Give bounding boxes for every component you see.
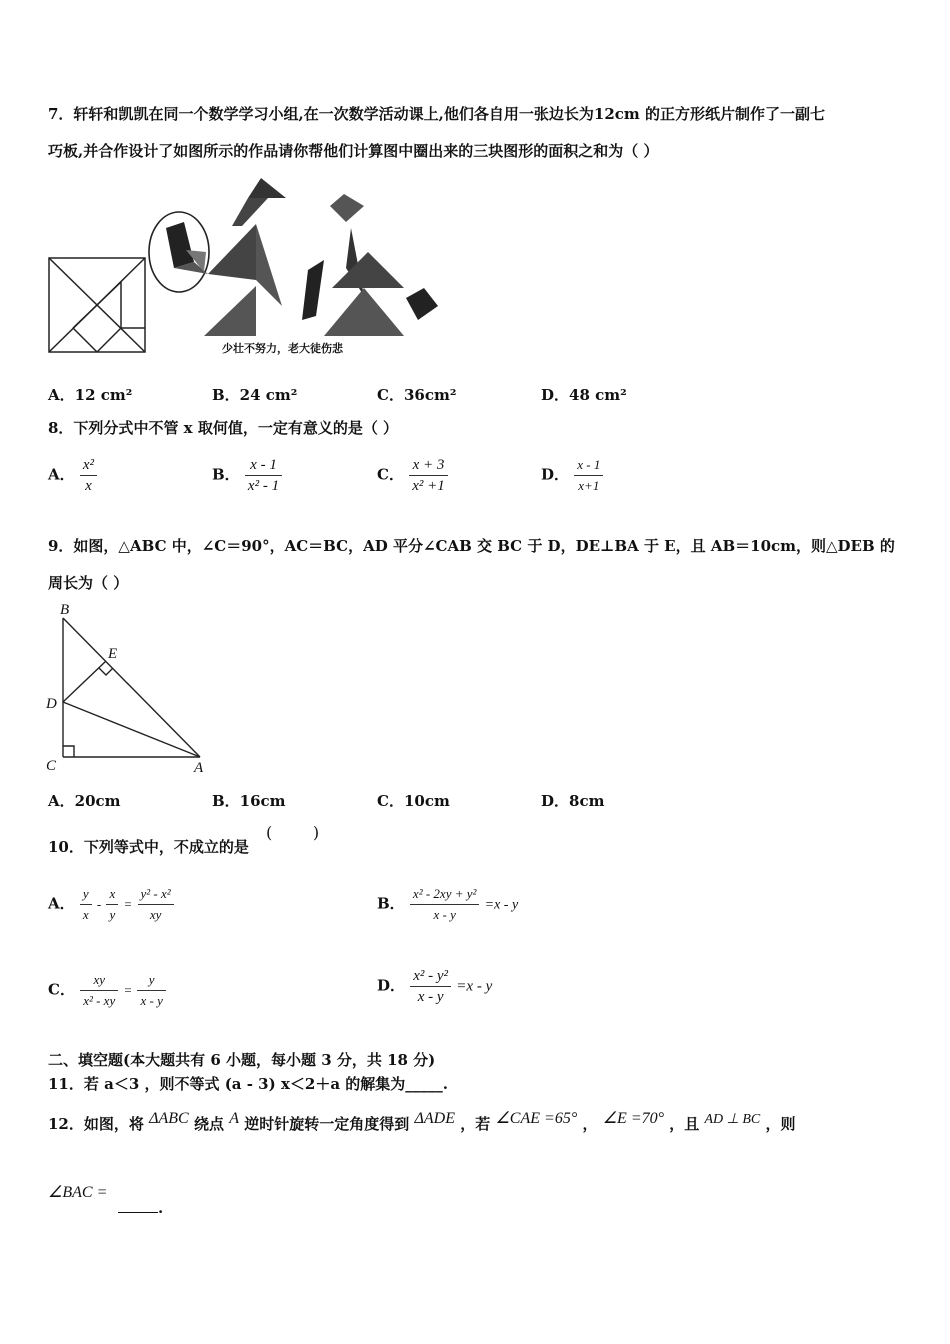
q10-paren: ( )	[266, 823, 320, 842]
q10-text: 10．下列等式中，不成立的是	[48, 838, 249, 856]
tangram-figure	[46, 176, 446, 362]
q12-answer-line: ∠BAC =	[48, 1184, 108, 1201]
q7-option-d: D．48 cm²	[541, 386, 627, 404]
q9-option-d: D．8cm	[541, 792, 605, 810]
q10-option-d: D． $\frac{\text{x² - y²}}{x - y}$ =x - y	[377, 968, 493, 1005]
q10-option-a: A． $\frac{y}{x}$ - $\frac{x}{y}$ = $\frac{\text{y² - x²}}{xy}$	[48, 884, 174, 925]
point-c: C	[46, 758, 57, 774]
q7-line1: 7．轩轩和凯凯在同一个数学学习小组,在一次数学活动课上,他们各自用一张边长为12cm 的正方形纸片制作了一副七	[48, 105, 825, 123]
q9-option-b: B．16cm	[212, 792, 286, 810]
q8-option-d: D． $\frac{x - 1}{x+1}$	[541, 455, 603, 496]
tangram-square	[49, 258, 145, 352]
section-title: 二、填空题(本大题共有 6 小题，每小题 3 分，共 18 分)	[48, 1051, 436, 1069]
q7-option-b: B．24 cm²	[212, 386, 298, 404]
q7-line2: 巧板,并合作设计了如图所示的作品请你帮他们计算图中圈出来的三块图形的面积之和为（ ）	[48, 142, 659, 160]
q8-option-c: C． $\frac{x + 3}{\text{x² +1}}$	[377, 455, 448, 496]
q7-option-a: A．12 cm²	[48, 386, 133, 404]
q8-option-b: B． $\frac{x - 1}{\text{x² - 1}}$	[212, 455, 282, 496]
q8-option-a: A． $\frac{\text{x²}}{x}$	[48, 455, 97, 496]
q8-text: 8．下列分式中不管 x 取何值，一定有意义的是（ ）	[48, 419, 399, 437]
q9-line2: 周长为（ ）	[48, 574, 129, 592]
q9-line1: 9．如图，△ABC 中，∠C＝90°，AC＝BC，AD 平分∠CAB 交 BC 于 D，DE⊥BA 于 E，且 AB＝10cm，则△DEB 的	[48, 537, 895, 555]
point-b: B	[60, 602, 70, 618]
q7-option-c: C．36cm²	[377, 386, 457, 404]
triangle-figure	[40, 600, 220, 780]
point-d: D	[46, 696, 57, 712]
circled-parallelogram	[166, 222, 194, 268]
point-e: E	[108, 646, 118, 662]
figure-caption: 少壮不努力，老大徒伤悲	[222, 342, 343, 355]
fraction: $\frac{x + 3}{\text{x² +1}}$	[409, 455, 448, 496]
q11-text: 11．若 a＜3 ，则不等式 (a - 3) x＜2＋a 的解集为_____.	[48, 1075, 448, 1093]
fraction: $\frac{\text{x²}}{x}$	[80, 455, 97, 496]
q9-option-a: A．20cm	[48, 792, 121, 810]
q9-option-c: C．10cm	[377, 792, 450, 810]
answer-blank[interactable]: .	[118, 1198, 163, 1217]
fraction: $\frac{x - 1}{\text{x² - 1}}$	[245, 455, 282, 496]
fraction: $\frac{x - 1}{x+1}$	[574, 455, 603, 496]
q10-option-c: C． $\frac{xy}{\text{x² - xy}}$ = $\frac{y}{x - y}$	[48, 970, 166, 1011]
q12-line: 12．如图，将 ΔABC 绕点 A 逆时针旋转一定角度得到 ΔADE ，若 ∠CAE =65° ， ∠E =70° ，且 AD ⊥ BC ，则	[48, 1110, 796, 1133]
q10-option-b: B． $\frac{\text{x² - 2xy + y²}}{x - y}$ =x - y	[377, 886, 519, 922]
point-a: A	[194, 760, 204, 776]
